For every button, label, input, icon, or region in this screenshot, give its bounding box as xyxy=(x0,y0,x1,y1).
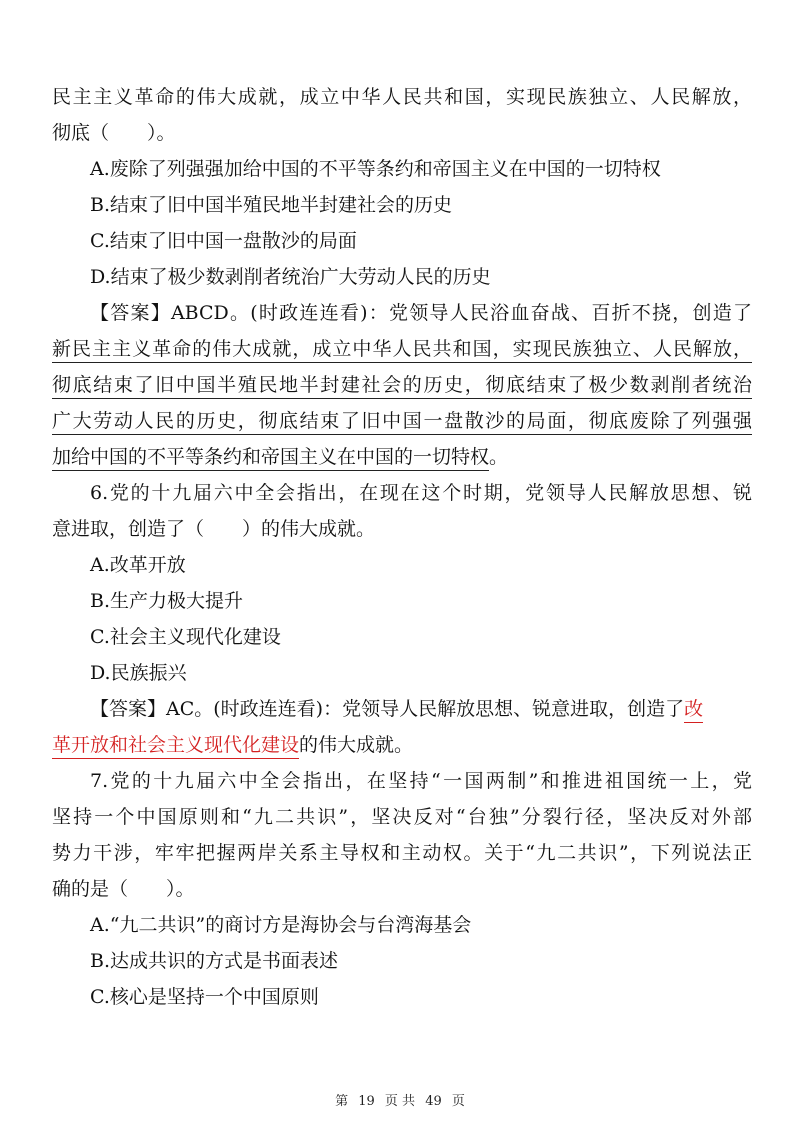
q6-option-a: A.改革开放 xyxy=(90,554,186,576)
q6-option-c: C.社会主义现代化建设 xyxy=(90,626,281,648)
q5-answer-underlined: 彻底结束了旧中国半殖民地半封建社会的历史，彻底结束了极少数剥削者统治 xyxy=(52,374,752,399)
footer-middle: 页 共 xyxy=(384,1094,416,1109)
footer-suffix: 页 xyxy=(451,1094,465,1109)
q6-option-b: B.生产力极大提升 xyxy=(90,590,244,612)
q6-answer-text: 【答案】AC。(时政连连看)：党领导人民解放思想、锐意进取，创造了 xyxy=(90,698,685,720)
q5-option-c: C.结束了旧中国一盘散沙的局面 xyxy=(90,230,357,252)
q6-option-d: D.民族振兴 xyxy=(90,662,187,684)
q5-answer-line xyxy=(52,439,752,475)
footer-page-number: 19 xyxy=(358,1094,375,1109)
q6-answer-highlight: 改 xyxy=(684,698,703,723)
q5-answer-line xyxy=(52,403,752,439)
q5-option-b: B.结束了旧中国半殖民地半封建社会的历史 xyxy=(90,194,453,216)
q7-option-b: B.达成共识的方式是书面表述 xyxy=(90,950,339,972)
page-footer xyxy=(0,1090,800,1109)
q5-answer-line xyxy=(52,331,752,367)
q5-answer-end: 。 xyxy=(489,446,509,468)
q6-answer-line xyxy=(52,691,752,727)
q7-option-a: A.“九二共识”的商讨方是海协会与台湾海基会 xyxy=(90,914,472,936)
q6-answer-line xyxy=(52,727,752,763)
q5-option-d: D.结束了极少数剥削者统治广大劳动人民的历史 xyxy=(90,266,491,288)
q5-option-a: A.废除了列强强加给中国的不平等条约和帝国主义在中国的一切特权 xyxy=(90,158,661,180)
q7-stem-line: 势力干涉，牢牢把握两岸关系主导权和主动权。关于“九二共识”，下列说法正 xyxy=(52,842,752,864)
q5-answer-underlined: 新民主主义革命的伟大成就，成立中华人民共和国，实现民族独立、人民解放， xyxy=(52,338,752,363)
q5-stem-line: 彻底（ ）。 xyxy=(52,122,176,144)
q6-stem-line: 6.党的十九届六中全会指出，在现在这个时期，党领导人民解放思想、锐 xyxy=(90,482,752,504)
q7-option-c: C.核心是坚持一个中国原则 xyxy=(90,986,319,1008)
page-content xyxy=(52,79,752,1015)
q7-stem-line: 确的是（ ）。 xyxy=(52,878,195,900)
q5-answer-underlined: 广大劳动人民的历史，彻底结束了旧中国一盘散沙的局面，彻底废除了列强强 xyxy=(52,410,752,435)
q5-answer-underlined: 加给中国的不平等条约和帝国主义在中国的一切特权 xyxy=(52,446,489,471)
q5-answer-line: 【答案】ABCD。(时政连连看)：党领导人民浴血奋战、百折不挠，创造了 xyxy=(90,302,752,324)
q6-answer-highlight: 革开放和社会主义现代化建设 xyxy=(52,734,299,759)
q5-stem-line: 民主主义革命的伟大成就，成立中华人民共和国，实现民族独立、人民解放， xyxy=(52,86,752,108)
q6-answer-text: 的伟大成就。 xyxy=(299,734,414,756)
footer-prefix: 第 xyxy=(335,1094,349,1109)
q6-stem-line: 意进取，创造了（ ）的伟大成就。 xyxy=(52,518,376,540)
q7-stem-line: 坚持一个中国原则和“九二共识”，坚决反对“台独”分裂行径，坚决反对外部 xyxy=(52,806,752,828)
q5-answer-line xyxy=(52,367,752,403)
footer-total-pages: 49 xyxy=(425,1094,442,1109)
q7-stem-line: 7.党的十九届六中全会指出，在坚持“一国两制”和推进祖国统一上，党 xyxy=(90,770,752,792)
